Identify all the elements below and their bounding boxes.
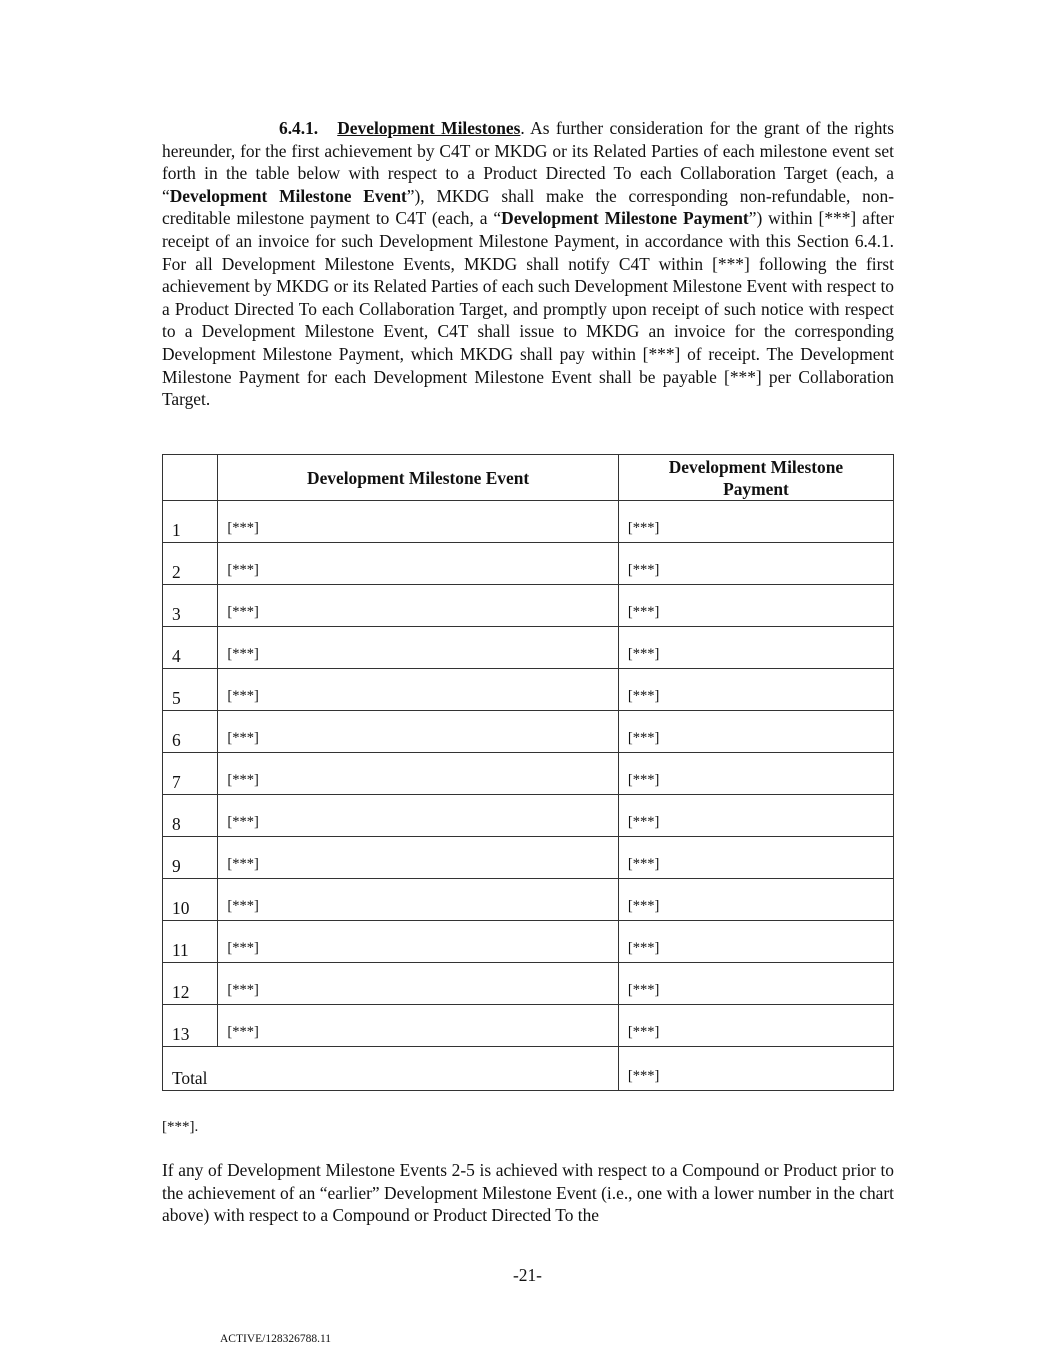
table-row (163, 963, 894, 1005)
milestone-payment-cell: [***] (618, 711, 893, 753)
defined-term-payment: Development Milestone Payment (501, 208, 749, 229)
milestone-payment-cell: [***] (618, 501, 893, 543)
row-number: 9 (163, 837, 218, 879)
milestone-payment-cell: [***] (618, 879, 893, 921)
following-paragraph: If any of Development Milestone Events 2-5 is achieved with respect to a Compound or Product prior to the achievement of an “earlier” Development Milestone Event (i.e., one with a lower number in the chart above) with respect to a Compound or Product Directed To the (162, 1160, 894, 1226)
milestone-payment-cell: [***] (618, 795, 893, 837)
table-header-row (163, 455, 894, 501)
row-number: 2 (163, 543, 218, 585)
document-id-footer: ACTIVE/128326788.11 (220, 1333, 332, 1345)
milestone-event-cell: [***] (218, 963, 619, 1005)
milestone-event-cell: [***] (218, 585, 619, 627)
milestone-event-cell: [***] (218, 501, 619, 543)
table-row (163, 585, 894, 627)
table-row (163, 753, 894, 795)
milestone-payment-cell: [***] (618, 627, 893, 669)
row-number: 8 (163, 795, 218, 837)
row-number: 12 (163, 963, 218, 1005)
milestone-event-cell: [***] (218, 795, 619, 837)
milestone-payment-cell: [***] (618, 1005, 893, 1047)
header-payment: Development Milestone Payment (618, 455, 893, 501)
row-number: 13 (163, 1005, 218, 1047)
row-number: 5 (163, 669, 218, 711)
row-number: 6 (163, 711, 218, 753)
milestone-event-cell: [***] (218, 879, 619, 921)
table-row (163, 795, 894, 837)
milestone-event-cell: [***] (218, 627, 619, 669)
table-row (163, 921, 894, 963)
section-number: 6.4.1. (279, 118, 319, 138)
milestone-event-cell: [***] (218, 921, 619, 963)
table-row (163, 501, 894, 543)
page-number: -21- (513, 1265, 542, 1285)
section-text-3: ”) within [***] after receipt of an invoice for such Development Milestone Payment, in accordance with this Section 6.4.1. For all Development Milestone Events, MKDG shall notify C4T within [***] following the first achievement by MKDG or its Related Parties of each such Development Milestone Event with respect to a Product Directed To each Collaboration Target, and promptly upon receipt of such notice with respect to a Development Milestone Event, C4T shall issue to MKDG an invoice for the corresponding Development Milestone Payment, which MKDG shall pay within [***] of receipt. The Development Milestone Payment for each Development Milestone Event shall be payable [***] per Collaboration Target. (162, 208, 894, 410)
header-event: Development Milestone Event (218, 455, 619, 501)
total-row (163, 1047, 894, 1091)
redaction-note: [***]. (162, 1119, 199, 1135)
row-number: 7 (163, 753, 218, 795)
row-number: 4 (163, 627, 218, 669)
table-row (163, 879, 894, 921)
milestone-payment-cell: [***] (618, 837, 893, 879)
milestone-payment-cell: [***] (618, 669, 893, 711)
milestone-event-cell: [***] (218, 711, 619, 753)
table-row (163, 543, 894, 585)
table-row (163, 627, 894, 669)
row-number: 3 (163, 585, 218, 627)
table-body (163, 501, 894, 1091)
table-row (163, 1005, 894, 1047)
milestone-event-cell: [***] (218, 669, 619, 711)
milestone-payment-cell: [***] (618, 963, 893, 1005)
row-number: 10 (163, 879, 218, 921)
section-paragraph (162, 117, 894, 411)
milestone-event-cell: [***] (218, 837, 619, 879)
section-text-1: . As further consideration for the grant of the rights hereunder, for the first achievement by C4T or MKDG or its Related Parties of each milestone event set forth in the table below with respect to a Product Directed To each Collaboration Target (each, a “ (162, 118, 894, 206)
row-number: 1 (163, 501, 218, 543)
milestone-payment-cell: [***] (618, 753, 893, 795)
milestone-event-cell: [***] (218, 1005, 619, 1047)
milestone-payment-cell: [***] (618, 585, 893, 627)
section-text-2: ”), MKDG shall make the corresponding non-refundable, non-creditable milestone payment to C4T (each, a “ (162, 185, 894, 229)
header-number-cell (163, 455, 218, 501)
total-label: Total (163, 1047, 619, 1091)
defined-term-event: Development Milestone Event (169, 185, 407, 206)
milestone-event-cell: [***] (218, 753, 619, 795)
milestone-event-cell: [***] (218, 543, 619, 585)
milestone-payment-cell: [***] (618, 921, 893, 963)
section-heading: Development Milestones (337, 118, 521, 138)
total-payment: [***] (618, 1047, 893, 1091)
milestone-table (162, 454, 894, 1091)
table-row (163, 837, 894, 879)
row-number: 11 (163, 921, 218, 963)
milestone-payment-cell: [***] (618, 543, 893, 585)
table-row (163, 711, 894, 753)
table-row (163, 669, 894, 711)
